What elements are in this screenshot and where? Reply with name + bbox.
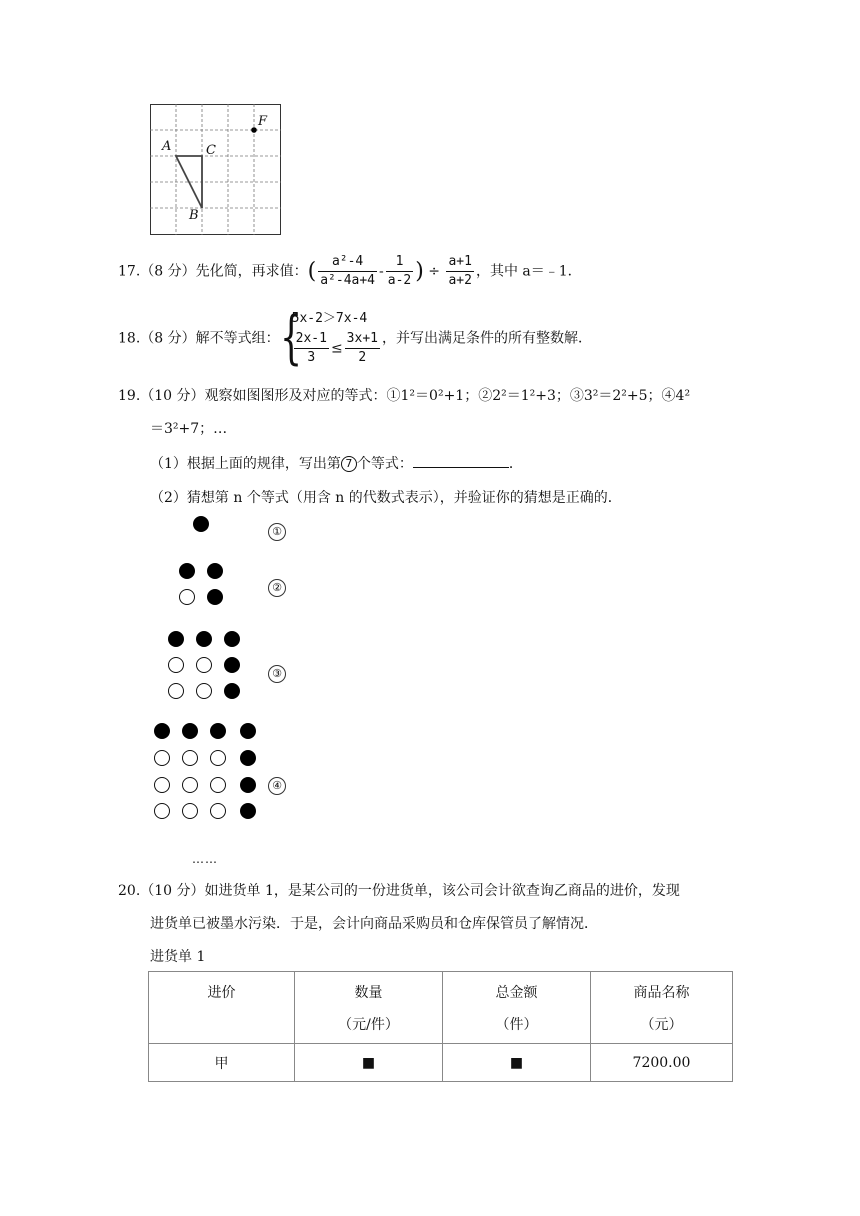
pattern-label-4: ④ <box>268 777 286 795</box>
answer-blank <box>413 453 509 468</box>
q17-frac2-den: a-2 <box>387 273 412 288</box>
q18-prefix: 18.（8 分）解不等式组： <box>118 330 280 347</box>
dot-white <box>182 777 198 793</box>
table-cell: ■ <box>443 1044 591 1082</box>
triangle-abc <box>176 156 202 208</box>
label-b: B <box>189 208 199 223</box>
invoice-table <box>148 971 733 1082</box>
dot-white <box>168 683 184 699</box>
header-cell <box>295 972 443 1044</box>
q17-frac3-num: a+1 <box>446 253 473 272</box>
q17-suffix: ，其中 a＝﹣1． <box>475 263 582 280</box>
dot-black <box>224 683 240 699</box>
dot-white <box>154 777 170 793</box>
label-f: F <box>258 114 268 129</box>
q19-sub2: （2）猜想第 n 个等式（用含 n 的代数式表示），并验证你的猜想是正确的． <box>150 490 622 506</box>
q19-line1: 19.（10 分）观察如图图形及对应的等式：①1²＝0²+1；②2²＝1²+3；③3²＝2²+5；④4² <box>118 388 691 404</box>
q19-sub1 <box>150 453 523 473</box>
q19-sub1-end: ． <box>508 456 523 472</box>
dot-black <box>207 589 223 605</box>
dot-black <box>210 723 226 739</box>
q17-frac3 <box>446 253 473 290</box>
q18-frac-right-den: 2 <box>358 350 367 365</box>
dot-black <box>179 563 195 579</box>
dot-black <box>240 750 256 766</box>
dot-black <box>196 631 212 647</box>
dot-white <box>182 750 198 766</box>
q19-sub1-post: 个等式： <box>356 456 413 472</box>
header-line1: 商品名称 <box>633 985 690 1001</box>
dot-black <box>168 631 184 647</box>
ellipsis: …… <box>192 852 218 866</box>
header-line1: 进价 <box>207 985 236 1001</box>
dot-white <box>210 750 226 766</box>
table-row <box>149 1044 733 1082</box>
dot-white <box>182 803 198 819</box>
header-line1: 总金额 <box>495 985 538 1001</box>
q18-frac-left-num: 2x-1 <box>294 330 329 349</box>
dot-white <box>196 683 212 699</box>
dot-white <box>210 803 226 819</box>
dot-black <box>154 723 170 739</box>
q20-line2: 进货单已被墨水污染．于是，会计向商品采购员和仓库保管员了解情况． <box>150 916 598 932</box>
dot-white <box>179 589 195 605</box>
question-17: 17.（8 分）先化简，再求值：( $\frac{\text{a²-4}}{\text{a²-4a+4}}$ - $\frac{1}{a-2}$ ) ÷ $\frac{a+1}{a+2}$ ，其中 a＝﹣1． <box>118 254 582 288</box>
dot-black <box>240 777 256 793</box>
pattern-label-3: ③ <box>268 665 286 683</box>
dot-black <box>240 723 256 739</box>
q18-suffix: ，并写出满足条件的所有整数解． <box>381 330 592 347</box>
q17-prefix: 17.（8 分）先化简，再求值： <box>118 263 308 280</box>
q18-frac-right-num: 3x+1 <box>345 330 380 349</box>
header-line1: 数量 <box>354 985 383 1001</box>
dot-white <box>154 803 170 819</box>
dot-white <box>154 750 170 766</box>
header-line2: （元/件） <box>338 1017 399 1033</box>
header-cell <box>591 972 733 1044</box>
q17-frac2-num: 1 <box>386 253 413 272</box>
dot-white <box>210 777 226 793</box>
header-line2: （件） <box>495 1017 538 1033</box>
label-a: A <box>162 139 172 154</box>
table-header-row <box>149 972 733 1044</box>
dot-black <box>207 563 223 579</box>
q17-frac3-den: a+2 <box>448 273 472 288</box>
table-caption: 进货单 1 <box>150 949 206 965</box>
dot-black <box>193 516 209 532</box>
grid-figure <box>150 104 282 236</box>
q17-frac1 <box>318 253 377 290</box>
q17-frac1-den: a²-4a+4 <box>320 273 376 288</box>
question-18 <box>118 303 592 371</box>
q20-line1: 20.（10 分）如进货单 1，是某公司的一份进货单，该公司会计欲查询乙商品的进价，发现 <box>118 883 680 899</box>
dot-black <box>224 657 240 673</box>
dot-white <box>168 657 184 673</box>
table-cell: 甲 <box>149 1044 295 1082</box>
q18-frac-left-den: 3 <box>307 350 316 365</box>
q18-rel: ≤ <box>330 340 343 357</box>
q17-frac1-num: a²-4 <box>318 253 377 272</box>
header-cell <box>443 972 591 1044</box>
q19-sub1-pre: （1）根据上面的规律，写出第 <box>150 456 341 472</box>
point-f <box>251 127 257 133</box>
pattern-label-1: ① <box>268 523 286 541</box>
q17-frac2 <box>386 253 413 290</box>
q19-line2: ＝3²+7；… <box>150 421 228 437</box>
q17-div: ÷ <box>428 263 441 280</box>
table-cell: ■ <box>295 1044 443 1082</box>
dot-black <box>182 723 198 739</box>
dot-black <box>224 631 240 647</box>
q18-ineq1: 5x-2＞7x-4 <box>291 311 368 326</box>
q19-sub1-circ: 7 <box>341 456 357 472</box>
dot-black <box>240 803 256 819</box>
label-c: C <box>206 143 216 158</box>
pattern-label-2: ② <box>268 579 286 597</box>
q18-frac-right <box>345 330 380 367</box>
header-cell <box>149 972 295 1044</box>
dot-white <box>196 657 212 673</box>
table-cell: 7200.00 <box>591 1044 733 1082</box>
q18-system: { 5x-2＞7x-4 $\frac{2x-1}{3}$ ≤ $\frac{3x+1}{2}$ <box>280 308 382 367</box>
header-line2: （元） <box>640 1017 683 1033</box>
